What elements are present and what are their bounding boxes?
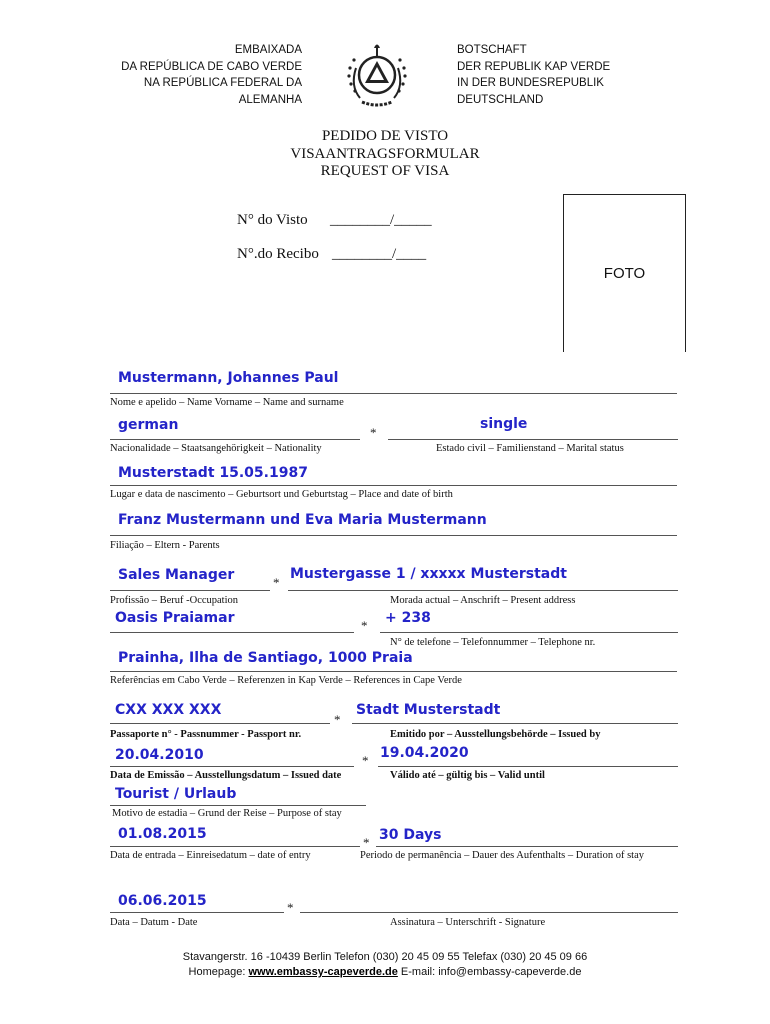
header-line: BOTSCHAFT [457, 44, 527, 56]
birth-field[interactable]: Musterstadt 15.05.1987 [118, 465, 308, 481]
name-field[interactable]: Mustermann, Johannes Paul [118, 370, 339, 386]
form-title [0, 128, 770, 181]
footer-address: Stavangerstr. 16 -10439 Berlin Telefon (030) 20 45 09 55 Telefax (030) 20 45 09 66 [182, 951, 588, 963]
name-label: Nome e apelido – Name Vorname – Name and surname [110, 397, 344, 408]
issue-date-line [110, 766, 354, 767]
birth-line [110, 485, 677, 486]
references-label: Referências em Cabo Verde – Referenzen in Kap Verde – References in Cape Verde [110, 675, 462, 686]
references-field[interactable]: Prainha, Ilha de Santiago, 1000 Praia [118, 650, 413, 666]
duration-line [376, 846, 678, 847]
footer-contact [0, 965, 770, 980]
duration-label: Periodo de permanência – Dauer des Aufenthalts – Duration of stay [360, 850, 644, 861]
title-german: VISAANTRAGSFORMULAR [290, 145, 480, 162]
visa-number-label: N° do Visto [237, 212, 308, 228]
visa-number-blank: ________/_____ [330, 212, 432, 228]
separator-star: * [361, 618, 368, 633]
title-portuguese: PEDIDO DE VISTO [321, 128, 449, 144]
entry-date-field[interactable]: 01.08.2015 [118, 826, 207, 842]
address-line [288, 590, 678, 591]
issue-date-label: Data de Emissão – Ausstellungsdatum – Issued date [110, 770, 342, 781]
phone-label: N° de telefone – Telefonnummer – Telephone nr. [390, 637, 596, 648]
date-field[interactable]: 06.06.2015 [118, 893, 207, 909]
valid-until-line [378, 766, 678, 767]
nationality-label: Nacionalidade – Staatsangehörigkeit – Nationality [110, 443, 322, 454]
email-text: E-mail: info@embassy-capeverde.de [397, 966, 582, 978]
purpose-line [110, 805, 366, 806]
header-line: DEUTSCHLAND [457, 93, 544, 106]
separator-star: * [363, 835, 370, 850]
civil-status-field[interactable]: single [480, 416, 528, 432]
header-line: NA REPÚBLICA FEDERAL DA [143, 77, 302, 89]
address-field[interactable]: Mustergasse 1 / xxxxx Musterstadt [290, 566, 567, 582]
issued-by-label: Emitido por – Ausstellungsbehörde – Issued by [390, 729, 601, 740]
header-line: DA REPÚBLICA DE CABO VERDE [121, 60, 302, 73]
civil-status-line [388, 439, 678, 440]
parents-label: Filiação – Eltern - Parents [110, 540, 220, 551]
embassy-header-german [457, 42, 610, 108]
name-line [110, 393, 677, 394]
valid-until-label: Válido até – gültig bis – Valid until [390, 770, 545, 781]
signature-label: Assinatura – Unterschrift - Signature [390, 917, 546, 928]
signature-line[interactable] [300, 912, 678, 913]
passport-line [110, 723, 330, 724]
receipt-number-blank: ________/____ [332, 246, 427, 262]
separator-star: * [370, 425, 377, 440]
date-line [110, 912, 284, 913]
valid-until-field[interactable]: 19.04.2020 [380, 745, 469, 761]
nationality-line [110, 439, 360, 440]
header-line: DER REPUBLIK KAP VERDE [457, 60, 611, 73]
title-english: REQUEST OF VISA [320, 163, 450, 179]
civil-status-label: Estado civil – Familienstand – Marital status [436, 443, 624, 454]
birth-label: Lugar e data de nascimento – Geburtsort und Geburtstag – Place and date of birth [110, 489, 453, 500]
profession-field[interactable]: Sales Manager [118, 567, 235, 583]
entry-date-label: Data de entrada – Einreisedatum – date of entry [110, 850, 311, 861]
header-line: IN DER BUNDESREPUBLIK [457, 77, 604, 89]
embassy-header-portuguese [121, 42, 302, 108]
passport-field[interactable]: CXX XXX XXX [115, 702, 222, 718]
phone-field[interactable]: + 238 [385, 610, 431, 626]
address-label: Morada actual – Anschrift – Present address [390, 595, 576, 606]
date-label: Data – Datum - Date [110, 917, 198, 928]
separator-star: * [362, 753, 369, 768]
coat-of-arms-icon [340, 38, 414, 112]
footer [0, 950, 770, 980]
references-line [110, 671, 677, 672]
employer-field[interactable]: Oasis Praiamar [115, 610, 235, 626]
purpose-label: Motivo de estadia – Grund der Reise – Purpose of stay [112, 808, 342, 819]
header-line: ALEMANHA [238, 93, 302, 106]
issue-date-field[interactable]: 20.04.2010 [115, 747, 204, 763]
separator-star: * [273, 575, 280, 590]
separator-star: * [287, 900, 294, 915]
receipt-number-label: N°.do Recibo [237, 246, 319, 262]
passport-label: Passaporte n° - Passnummer - Passport nr. [110, 729, 302, 740]
homepage-label: Homepage: [188, 966, 249, 978]
homepage-link[interactable]: www.embassy-capeverde.de [248, 966, 398, 978]
profession-label: Profissão – Beruf -Occupation [110, 595, 239, 606]
duration-field[interactable]: 30 Days [379, 827, 442, 843]
phone-line [380, 632, 678, 633]
nationality-field[interactable]: german [118, 417, 179, 433]
employer-line [110, 632, 354, 633]
issued-by-line [352, 723, 678, 724]
separator-star: * [334, 712, 341, 727]
parents-line [110, 535, 677, 536]
parents-field[interactable]: Franz Mustermann und Eva Maria Mustermann [118, 512, 487, 528]
purpose-field[interactable]: Tourist / Urlaub [115, 786, 237, 802]
header-line: EMBAIXADA [234, 44, 302, 56]
photo-box [563, 194, 686, 352]
profession-line [110, 590, 270, 591]
photo-label: FOTO [603, 265, 646, 282]
entry-date-line [110, 846, 360, 847]
issued-by-field[interactable]: Stadt Musterstadt [356, 702, 501, 718]
